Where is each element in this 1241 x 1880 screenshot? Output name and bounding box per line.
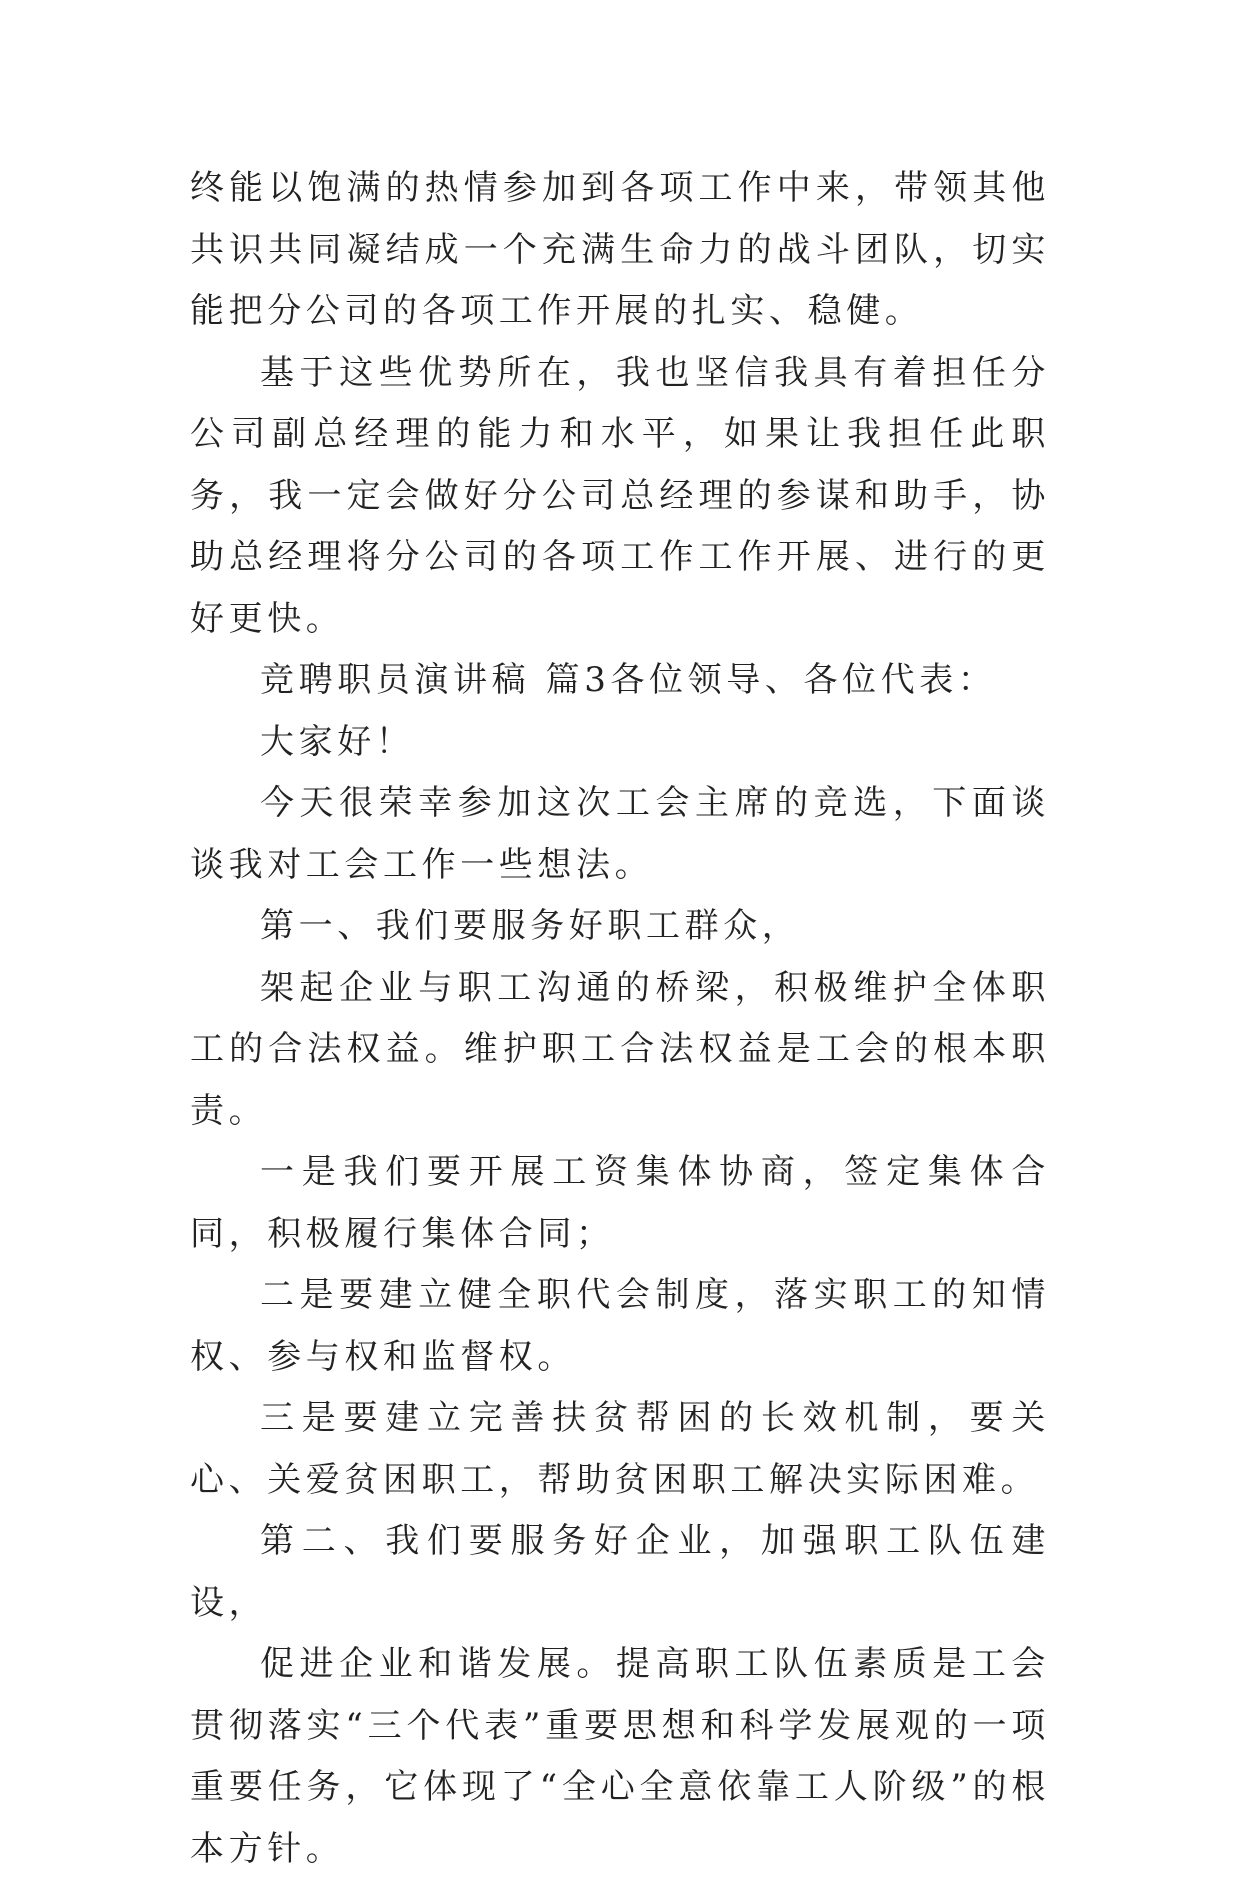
paragraph-10: 三是要建立完善扶贫帮困的长效机制，要关心、关爱贫困职工，帮助贫困职工解决实际困难。 bbox=[190, 1398, 1050, 1500]
paragraph-4-greeting: 大家好！ bbox=[260, 721, 415, 762]
paragraph-9: 二是要建立健全职代会制度，落实职工的知情权、参与权和监督权。 bbox=[190, 1275, 1050, 1377]
paragraph-2: 基于这些优势所在，我也坚信我具有着担任分公司副总经理的能力和水平，如果让我担任此职务，我一定会做好分公司总经理的参谋和助手，协助总经理将分公司的各项工作工作开展、进行的更好更快。 bbox=[190, 352, 1050, 639]
paragraph-7: 架起企业与职工沟通的桥梁，积极维护全体职工的合法权益。维护职工合法权益是工会的根本职责。 bbox=[190, 967, 1050, 1131]
paragraph-11: 第二、我们要服务好企业，加强职工队伍建设， bbox=[190, 1521, 1050, 1623]
paragraph-1: 终能以饱满的热情参加到各项工作中来，带领其他共识共同凝结成一个充满生命力的战斗团队，切实能把分公司的各项工作开展的扎实、稳健。 bbox=[190, 168, 1050, 331]
paragraph-3-section-heading: 竞聘职员演讲稿 篇3各位领导、各位代表： bbox=[260, 660, 997, 700]
document-body bbox=[190, 158, 1050, 1880]
paragraph-8: 一是我们要开展工资集体协商，签定集体合同，积极履行集体合同； bbox=[190, 1152, 1050, 1254]
paragraph-12: 促进企业和谐发展。提高职工队伍素质是工会贯彻落实“三个代表”重要思想和科学发展观的一项重要任务，它体现了“全心全意依靠工人阶级”的根本方针。 bbox=[190, 1644, 1050, 1869]
paragraph-6: 第一、我们要服务好职工群众， bbox=[260, 906, 801, 946]
paragraph-5: 今天很荣幸参加这次工会主席的竞选，下面谈谈我对工会工作一些想法。 bbox=[190, 783, 1050, 885]
